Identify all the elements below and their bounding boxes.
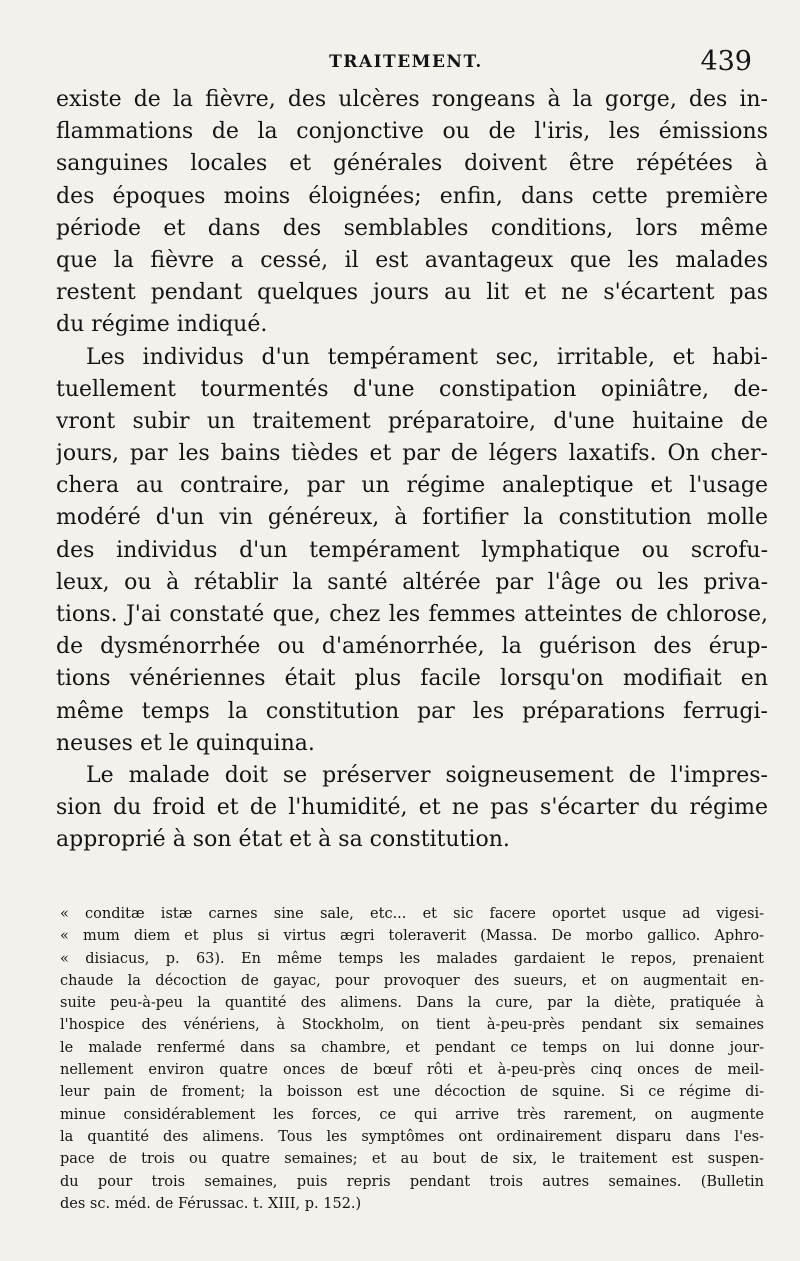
text-line: modéré d'un vin généreux, à fortifier la constitution molle: [56, 505, 768, 531]
text-line: neuses et le quinquina.: [56, 730, 315, 756]
running-title: TRAITEMENT.: [329, 52, 483, 72]
text-line: restent pendant quelques jours au lit et ne s'écartent pas: [56, 280, 768, 306]
paragraph: [56, 342, 768, 760]
text-line: des époques moins éloignées; enfin, dans cette première: [56, 183, 768, 209]
footnote-line: des sc. méd. de Férussac. t. XIII, p. 152.): [60, 1195, 362, 1212]
main-text: [56, 84, 768, 857]
text-line: que la fièvre a cessé, il est avantageux que les malades: [56, 247, 768, 273]
text-line: flammations de la conjonctive ou de l'iris, les émissions: [56, 119, 768, 145]
text-line: des individus d'un tempérament lymphatique ou scrofu-: [56, 537, 768, 563]
footnote-line: nellement environ quatre onces de bœuf rôti et à-peu-près cinq onces de meil-: [60, 1062, 764, 1079]
footnote-line: pace de trois ou quatre semaines; et au bout de six, le traitement est suspen-: [60, 1151, 764, 1168]
text-line: tions vénériennes était plus facile lorsqu'on modifiait en: [56, 666, 768, 692]
footnote-line: chaude la décoction de gayac, pour provoquer des sueurs, et on augmentait en-: [60, 972, 764, 989]
page-number: 439: [700, 46, 752, 77]
footnote-line: suite peu-à-peu la quantité des alimens. Dans la cure, par la diète, pratiquée à: [60, 995, 764, 1012]
text-line: tions. J'ai constaté que, chez les femmes atteintes de chlorose,: [56, 602, 768, 627]
text-line: du régime indiqué.: [56, 312, 268, 338]
text-line: approprié à son état et à sa constitution.: [56, 827, 510, 853]
footnote-line: du pour trois semaines, puis repris pendant trois autres semaines. (Bulletin: [60, 1173, 764, 1190]
paragraph: [56, 84, 768, 342]
text-line: de dysménorrhée ou d'aménorrhée, la guérison des érup-: [56, 634, 768, 660]
page-header: [52, 46, 760, 86]
text-line: Le malade doit se préserver soigneusement de l'impres-: [86, 762, 768, 788]
footnote: [60, 903, 764, 1215]
paragraph: [56, 760, 768, 857]
footnote-line: leur pain de froment; la boisson est une décoction de squine. Si ce régime di-: [60, 1084, 764, 1101]
footnote-line: l'hospice des vénériens, à Stockholm, on tient à-peu-près pendant six semaines: [60, 1017, 764, 1034]
footnote-line: « conditæ istæ carnes sine sale, etc... et sic facere oportet usque ad vigesi-: [60, 906, 764, 922]
text-line: sanguines locales et générales doivent être répétées à: [56, 151, 768, 177]
text-line: leux, ou à rétablir la santé altérée par l'âge ou les priva-: [56, 569, 768, 595]
footnote-line: « disiacus, p. 63). En même temps les malades gardaient le repos, prenaient: [60, 950, 764, 967]
text-line: vront subir un traitement préparatoire, d'une huitaine de: [56, 408, 768, 434]
footnote-line: le malade renfermé dans sa chambre, et pendant ce temps on lui donne jour-: [60, 1039, 764, 1056]
footnote-line: minue considérablement les forces, ce qui arrive très rarement, on augmente: [60, 1106, 764, 1123]
text-line: période et dans des semblables conditions, lors même: [56, 215, 768, 241]
text-line: Les individus d'un tempérament sec, irritable, et habi-: [86, 344, 768, 370]
text-line: même temps la constitution par les préparations ferrugi-: [56, 698, 768, 724]
text-line: jours, par les bains tièdes et par de légers laxatifs. On cher-: [56, 441, 768, 467]
text-line: chera au contraire, par un régime analeptique et l'usage: [56, 473, 768, 499]
footnote-line: « mum diem et plus si virtus ægri toleraverit (Massa. De morbo gallico. Aphro-: [60, 928, 764, 945]
text-line: existe de la fièvre, des ulcères rongeans à la gorge, des in-: [56, 87, 768, 112]
text-line: sion du froid et de l'humidité, et ne pas s'écarter du régime: [56, 795, 768, 821]
footnote-line: la quantité des alimens. Tous les symptômes ont ordinairement disparu dans l'es-: [60, 1128, 764, 1145]
text-line: tuellement tourmentés d'une constipation opiniâtre, de-: [56, 376, 768, 402]
